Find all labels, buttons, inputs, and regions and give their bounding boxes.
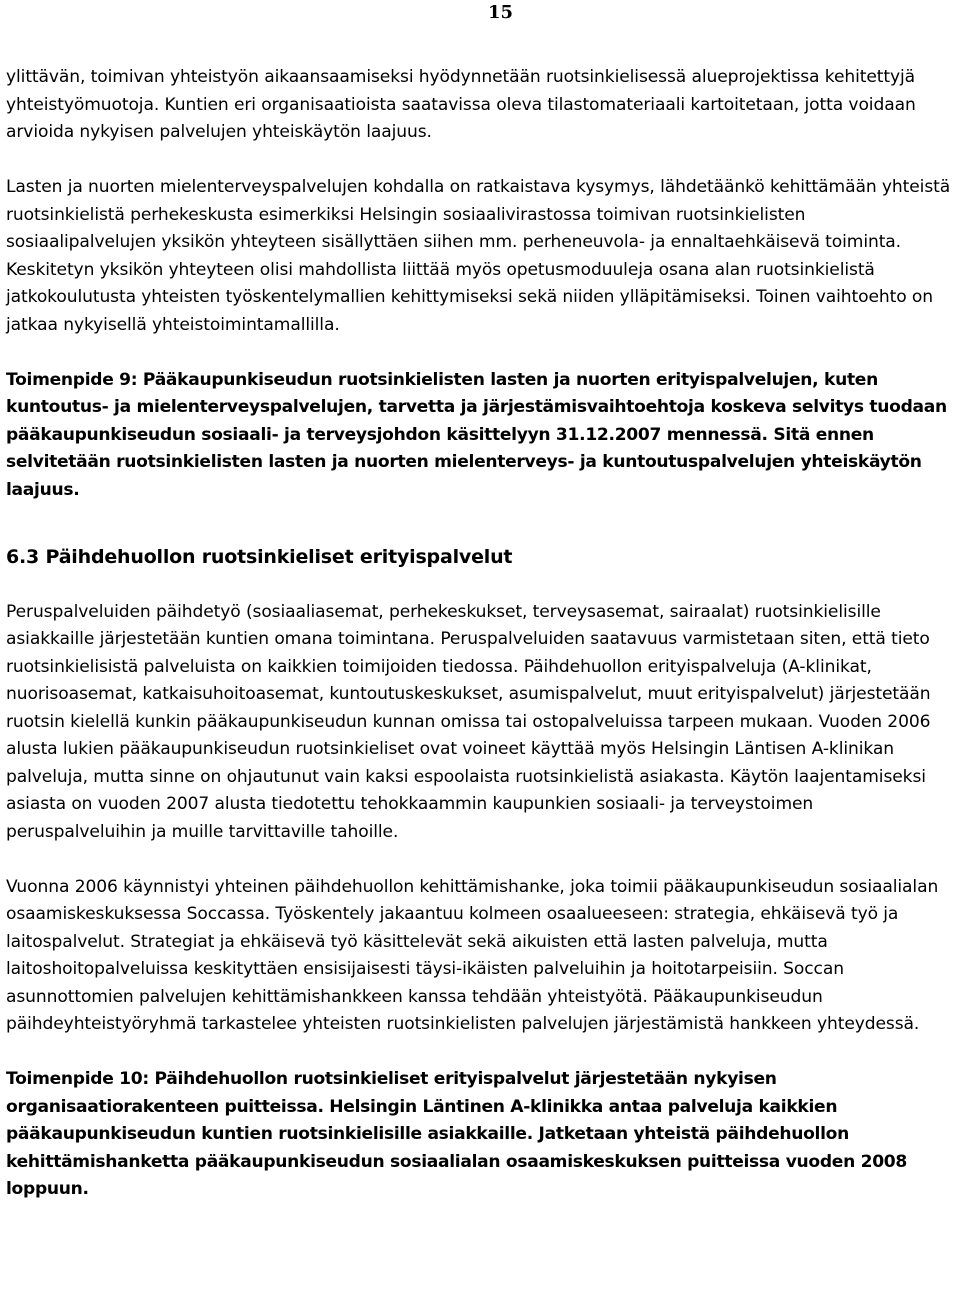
section-heading-6-3: 6.3 Päihdehuollon ruotsinkieliset erityispalvelut <box>6 546 513 568</box>
document-body <box>6 64 956 1231</box>
paragraph-project-2006: Vuonna 2006 käynnistyi yhteinen päihdehuollon kehittämishanke, joka toimii pääkaupunkiseudun sosiaalialan osaamiskeskuksessa Soccassa. Työskentely jakaantuu kolmeen osaalueeseen: strategia, ehkäisevä työ ja laitospalvelut. Strategiat ja ehkäisevä työ käsittelevät sekä aikuisten että lasten palveluja, mutta laitoshoitopalveluissa keskityttäen ensisijaisesti täysi-ikäisten palveluihin ja hoitotarpeisiin. Soccan asunnottomien palvelujen kehittämishankkeen kanssa tehdään yhteistyötä. Pääkaupunkiseudun päihdeyhteistyöryhmä tarkastelee yhteisten ruotsinkielisten palvelujen järjestämistä hankkeen yhteydessä. <box>6 876 939 1034</box>
paragraph-mental-health: Lasten ja nuorten mielenterveyspalvelujen kohdalla on ratkaistava kysymys, lähdetäänkö kehittämään yhteistä ruotsinkielistä perhekeskusta esimerkiksi Helsingin sosiaalivirastossa toimivan ruotsinkielisten sosiaalipalvelujen yksikön yhteyteen sisällyttäen siihen mm. perheneuvola- ja ennaltaehkäisevä toiminta. Keskitetyn yksikön yhteyteen olisi mahdollista liittää myös opetusmoduuleja osana alan ruotsinkielistä jatkokoulutusta yhteisten työskentelymallien kehittymiseksi sekä niiden ylläpitämiseksi. Toinen vaihtoehto on jatkaa nykyisellä yhteistoimintamallilla. <box>6 177 951 335</box>
paragraph-intro: ylittävän, toimivan yhteistyön aikaansaamiseksi hyödynnetään ruotsinkielisessä alueprojektissa kehitettyjä yhteistyömuotoja. Kuntien eri organisaatioista saatavissa oleva tilastomateriaali kartoitetaan, jotta voidaan arvioida nykyisen palvelujen yhteiskäytön laajuus. <box>6 67 916 142</box>
measure-10: Toimenpide 10: Päihdehuollon ruotsinkieliset erityispalvelut järjestetään nykyisen organisaatiorakenteen puitteissa. Helsingin Läntinen A-klinikka antaa palveluja kaikkien pääkaupunkiseudun kuntien ruotsinkielisille asiakkaille. Jatketaan yhteistä päihdehuollon kehittämishanketta pääkaupunkiseudun sosiaalialan osaamiskeskuksen puitteissa vuoden 2008 loppuun. <box>6 1069 907 1199</box>
paragraph-basic-services: Peruspalveluiden päihdetyö (sosiaaliasemat, perhekeskukset, terveysasemat, sairaalat) ruotsinkielisille asiakkaille järjestetään kuntien omana toimintana. Peruspalveluiden saatavuus varmistetaan siten, että tieto ruotsinkielisistä palveluista on kaikkien toimijoiden tiedossa. Päihdehuollon erityispalveluja (A-klinikat, nuorisoasemat, katkaisuhoitoasemat, kuntoutuskeskukset, asumispalvelut, muut erityispalvelut) järjestetään ruotsin kielellä kunkin pääkaupunkiseudun kunnan omissa tai ostopalveluissa tarpeen mukaan. Vuoden 2006 alusta lukien pääkaupunkiseudun ruotsinkieliset ovat voineet käyttää myös Helsingin Läntisen A-klinikan palveluja, mutta sinne on ohjautunut vain kaksi espoolaista ruotsinkielistä asiakasta. Käytön laajentamiseksi asiasta on vuoden 2007 alusta tiedotettu tehokkaammin kaupunkien sosiaali- ja terveystoimen peruspalveluihin ja muille tarvittaville tahoille. <box>6 601 931 842</box>
measure-9: Toimenpide 9: Pääkaupunkiseudun ruotsinkielisten lasten ja nuorten erityispalvelujen, kuten kuntoutus- ja mielenterveyspalvelujen, tarvetta ja järjestämisvaihtoehtoja koskeva selvitys tuodaan pääkaupunkiseudun sosiaali- ja terveysjohdon käsittelyyn 31.12.2007 mennessä. Sitä ennen selvitetään ruotsinkielisten lasten ja nuorten mielenterveys- ja kuntoutuspalvelujen yhteiskäytön laajuus. <box>6 369 947 500</box>
page-number: 15 <box>488 2 514 23</box>
